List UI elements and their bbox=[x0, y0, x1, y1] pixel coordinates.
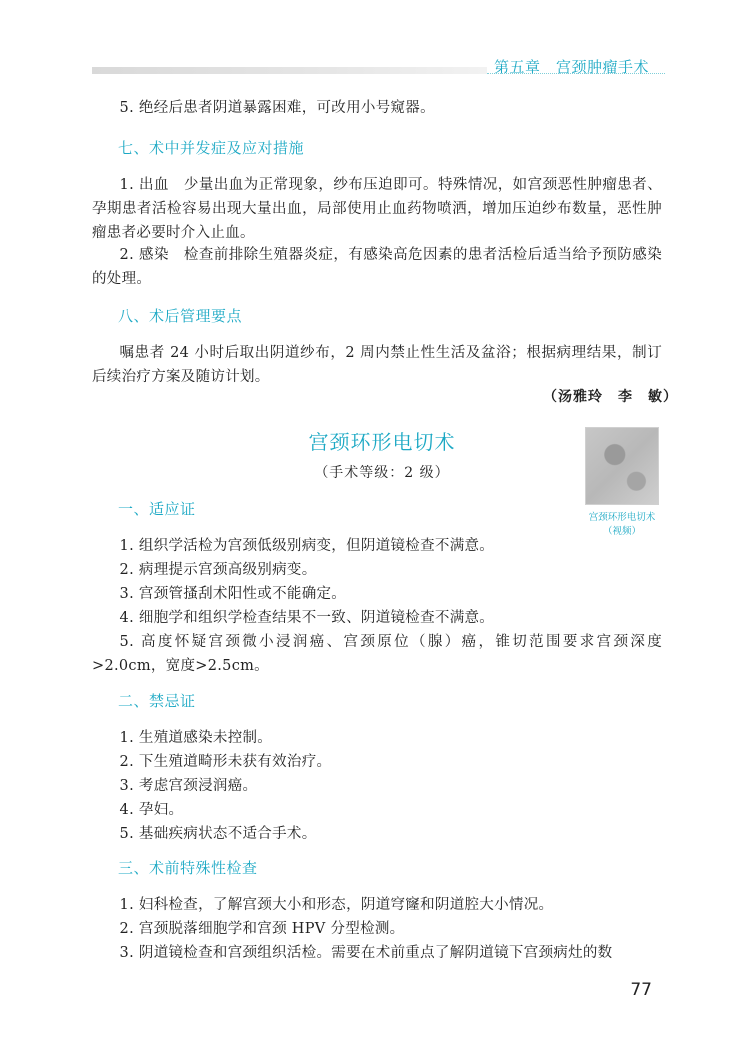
indication-item-5: 5. 高度怀疑宫颈微小浸润癌、宫颈原位（腺）癌，锥切范围要求宫颈深度>2.0cm，宽度>2.5cm。 bbox=[92, 634, 662, 674]
section-title: 宫颈环形电切术 bbox=[308, 430, 456, 454]
video-caption-label: （视频） bbox=[602, 526, 641, 537]
indication-item-2: 2. 病理提示宫颈高级别病变。 bbox=[119, 562, 317, 578]
contraindication-item-2: 2. 下生殖道畸形未获有效治疗。 bbox=[119, 754, 332, 770]
page-number: 77 bbox=[630, 980, 652, 1000]
indication-item-4: 4. 细胞学和组织学检查结果不一致、阴道镜检查不满意。 bbox=[119, 610, 495, 626]
paragraph-infection: 2. 感染 检查前排除生殖器炎症，有感染高危因素的患者活检后适当给予预防感染的处理。 bbox=[92, 247, 662, 287]
video-caption bbox=[578, 511, 666, 539]
paragraph-postop: 嘱患者 24 小时后取出阴道纱布，2 周内禁止性生活及盆浴；根据病理结果，制订后续治疗方案及随访计划。 bbox=[92, 345, 662, 385]
heading-intraop-complications: 七、术中并发症及应对措施 bbox=[118, 139, 305, 157]
contraindication-item-4: 4. 孕妇。 bbox=[119, 802, 184, 818]
heading-postop-management: 八、术后管理要点 bbox=[118, 307, 243, 325]
preop-item-3: 3. 阴道镜检查和宫颈组织活检。需要在术前重点了解阴道镜下宫颈病灶的数 bbox=[119, 945, 613, 961]
indication-item-1: 1. 组织学活检为宫颈低级别病变，但阴道镜检查不满意。 bbox=[119, 538, 495, 554]
video-caption-title: 宫颈环形电切术 bbox=[588, 512, 656, 523]
paragraph-item-5: 5. 绝经后患者阴道暴露困难，可改用小号窥器。 bbox=[119, 100, 435, 116]
chapter-header-title: 第五章 宫颈肿瘤手术 bbox=[494, 58, 650, 76]
paragraph-bleeding: 1. 出血 少量出血为正常现象，纱布压迫即可。特殊情况，如宫颈恶性肿瘤患者、孕期患者活检容易出现大量出血，局部使用止血药物喷洒，增加压迫纱布数量，恶性肿瘤患者必要时介入止血。 bbox=[92, 177, 662, 241]
video-qr-code[interactable] bbox=[585, 427, 659, 505]
section-subtitle: （手术等级：2 级） bbox=[314, 465, 450, 481]
indication-item-3: 3. 宫颈管搔刮术阳性或不能确定。 bbox=[119, 586, 347, 602]
heading-indications: 一、适应证 bbox=[118, 500, 196, 518]
contraindication-item-5: 5. 基础疾病状态不适合手术。 bbox=[119, 826, 317, 842]
author-names: （汤雅玲 李 敏） bbox=[543, 389, 678, 405]
heading-contraindications: 二、禁忌证 bbox=[118, 692, 196, 710]
contraindication-item-3: 3. 考虑宫颈浸润癌。 bbox=[119, 778, 258, 794]
heading-preop-exams: 三、术前特殊性检查 bbox=[118, 859, 258, 877]
contraindication-item-1: 1. 生殖道感染未控制。 bbox=[119, 730, 273, 746]
preop-item-1: 1. 妇科检查，了解宫颈大小和形态，阴道穹窿和阴道腔大小情况。 bbox=[119, 897, 554, 913]
preop-item-2: 2. 宫颈脱落细胞学和宫颈 HPV 分型检测。 bbox=[119, 921, 405, 937]
header-gray-bar bbox=[92, 67, 487, 74]
